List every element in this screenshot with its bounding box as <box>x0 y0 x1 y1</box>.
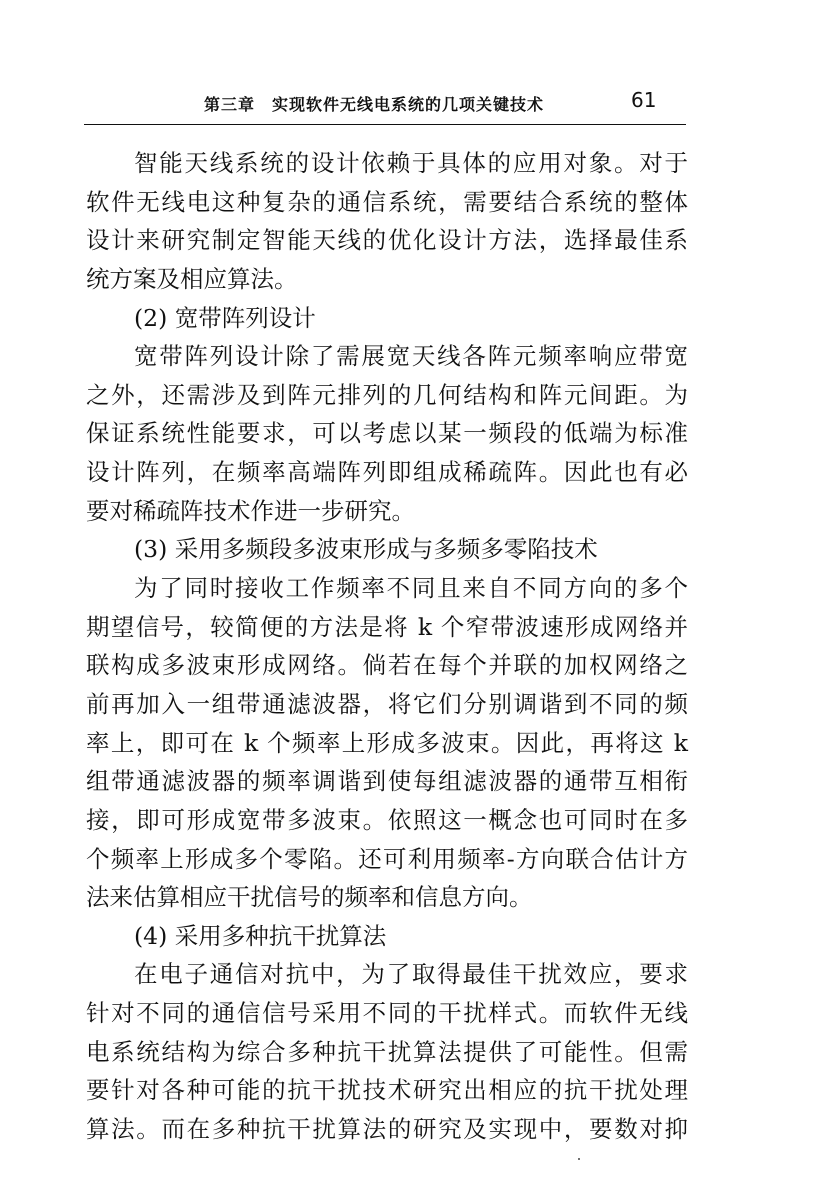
paragraph-multibeam-line-3: 联构成多波束形成网络。倘若在每个并联的加权网络之 <box>86 651 688 680</box>
paragraph-wideband-array-line-4: 设计阵列，在频率高端阵列即组成稀疏阵。因此也有必 <box>86 458 688 487</box>
body-text <box>86 144 688 1149</box>
paragraph-multibeam-line-6: 组带通滤波器的频率调谐到使每组滤波器的通带互相衔 <box>86 767 688 796</box>
paragraph-multibeam-line-7: 接，即可形成宽带多波束。依照这一概念也可同时在多 <box>86 805 688 834</box>
paragraph-multibeam-line-9: 法来估算相应干扰信号的频率和信息方向。 <box>86 883 533 912</box>
paragraph-wideband-array-line-5: 要对稀疏阵技术作进一步研究。 <box>86 496 415 525</box>
paragraph-multibeam-line-5: 率上，即可在 k 个频率上形成多波束。因此，再将这 k <box>86 728 688 757</box>
paragraph-multibeam-line-2: 期望信号，较简便的方法是将 k 个窄带波速形成网络并 <box>86 612 688 641</box>
paragraph-anti-jamming-line-5: 算法。而在多种抗干扰算法的研究及实现中，要数对抑 <box>86 1115 688 1144</box>
paragraph-wideband-array-line-2: 之外，还需涉及到阵元排列的几何结构和阵元间距。为 <box>86 380 688 409</box>
scan-speck <box>578 1158 580 1160</box>
paragraph-anti-jamming-line-2: 针对不同的通信信号采用不同的干扰样式。而软件无线 <box>86 999 688 1028</box>
paragraph-smart-antenna-line-2: 软件无线电这种复杂的通信系统，需要结合系统的整体 <box>86 187 688 216</box>
paragraph-smart-antenna-line-3: 设计来研究制定智能天线的优化设计方法，选择最佳系 <box>86 226 688 255</box>
section-heading-2: (2) 宽带阵列设计 <box>134 303 316 332</box>
paragraph-smart-antenna-line-1: 智能天线系统的设计依赖于具体的应用对象。对于 <box>134 149 688 177</box>
section-heading-4: (4) 采用多种抗干扰算法 <box>134 921 387 950</box>
paragraph-multibeam-line-8: 个频率上形成多个零陷。还可利用频率-方向联合估计方 <box>86 844 688 873</box>
paragraph-multibeam-line-1: 为了同时接收工作频率不同且来自不同方向的多个 <box>134 574 688 603</box>
paragraph-anti-jamming-line-4: 要针对各种可能的抗干扰技术研究出相应的抗干扰处理 <box>86 1076 688 1105</box>
running-header <box>84 88 684 124</box>
paragraph-smart-antenna-line-4: 统方案及相应算法。 <box>86 264 298 293</box>
chapter-title: 第三章 实现软件无线电系统的几项关键技术 <box>204 95 545 114</box>
paragraph-wideband-array-line-3: 保证系统性能要求，可以考虑以某一频段的低端为标准 <box>86 419 688 448</box>
header-rule <box>84 124 686 125</box>
paragraph-anti-jamming-line-3: 电系统结构为综合多种抗干扰算法提供了可能性。但需 <box>86 1037 688 1066</box>
paragraph-wideband-array-line-1: 宽带阵列设计除了需展宽天线各阵元频率响应带宽 <box>134 342 688 371</box>
section-heading-3: (3) 采用多频段多波束形成与多频多零陷技术 <box>134 535 598 564</box>
paragraph-multibeam-line-4: 前再加入一组带通滤波器，将它们分别调谐到不同的频 <box>86 689 688 718</box>
paragraph-anti-jamming-line-1: 在电子通信对抗中，为了取得最佳干扰效应，要求 <box>134 960 688 989</box>
page-number: 61 <box>631 88 657 112</box>
